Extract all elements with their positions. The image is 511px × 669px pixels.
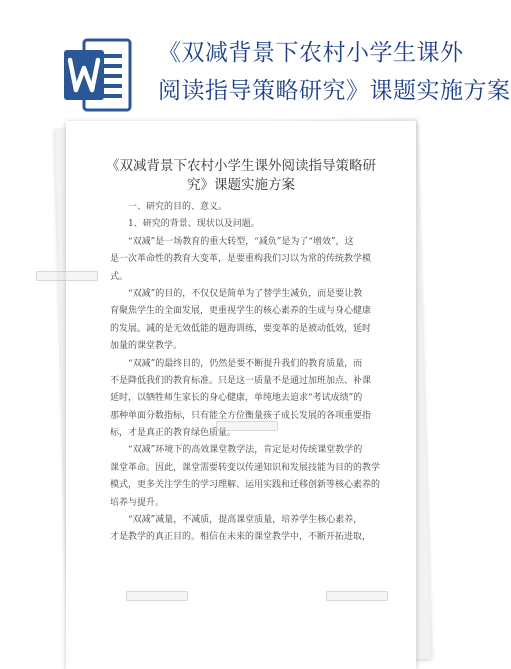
body-line: 那种单面分数指标，只有能全方位衡量孩子成长发展的各项重要指	[110, 410, 372, 421]
header-banner	[0, 0, 511, 130]
section-heading: 一、研究的目的、意义。	[128, 202, 228, 212]
body-line: 课堂革命。因此，课堂需要转变以传递知识和发展技能为目的的教学	[110, 462, 381, 473]
document-title-line-1: 《双减背景下农村小学生课外阅读指导策略研	[106, 158, 376, 174]
body-line: 延时，以牺牲师生家长的身心健康，单纯地去追求“考试成绩”的	[110, 393, 363, 404]
body-line: 培养与提升。	[110, 497, 165, 508]
body-line: 育聚焦学生的全面发展，更重视学生的核心素养的生成与身心健康	[110, 306, 372, 317]
document-body	[110, 199, 394, 547]
body-line: 才是教学的真正目的。相信在未来的课堂教学中，不断开拓进取，	[110, 532, 372, 543]
watermark-stamp	[326, 591, 388, 601]
page-title-line-2: 阅读指导策略研究》课题实施方案	[158, 78, 511, 104]
page-title	[158, 34, 511, 110]
body-line: 加量的课堂教学。	[110, 341, 183, 352]
body-line: “双减”的最终目的，仍然是要不断提升我们的教育质量，而	[128, 358, 363, 369]
subsection-heading: 1、研究的背景、现状以及问题。	[128, 219, 260, 230]
body-line: 的发展。减的是无效低能的题海训练，要变革的是被动低效，延时	[110, 323, 372, 334]
watermark-stamp	[126, 591, 188, 601]
document-page	[66, 121, 416, 669]
body-line: 标，才是真正的教育绿色质量。	[110, 428, 237, 439]
body-line: 模式，更多关注学生的学习理解、运用实践和迁移创新等核心素养的	[110, 480, 381, 491]
body-line: “双减”是一场教育的重大转型，“减负”是为了“增效”，这	[128, 236, 354, 247]
watermark-stamp	[36, 271, 98, 281]
word-document-icon	[62, 38, 132, 112]
body-line: “双减”减量，不减质，提高课堂质量，培养学生核心素养，	[128, 515, 363, 526]
body-line: “双减”的目的，不仅仅是简单为了替学生减负，而是要让教	[128, 288, 363, 299]
body-line: 不是降低我们的教育标准。只是这一质量不是通过加班加点、补课	[110, 375, 372, 386]
body-line: 是一次革命性的教育大变革，是要重构我们习以为常的传统教学模	[110, 254, 372, 265]
watermark-stamp	[216, 421, 278, 431]
body-line: 式。	[110, 271, 129, 282]
document-title	[80, 157, 402, 195]
body-line: “双减”环境下的高效课堂教学法，肯定是对传统课堂教学的	[128, 445, 363, 456]
page-title-line-1: 《双减背景下农村小学生课外	[158, 40, 464, 66]
document-title-line-2: 究》课题实施方案	[187, 177, 295, 193]
